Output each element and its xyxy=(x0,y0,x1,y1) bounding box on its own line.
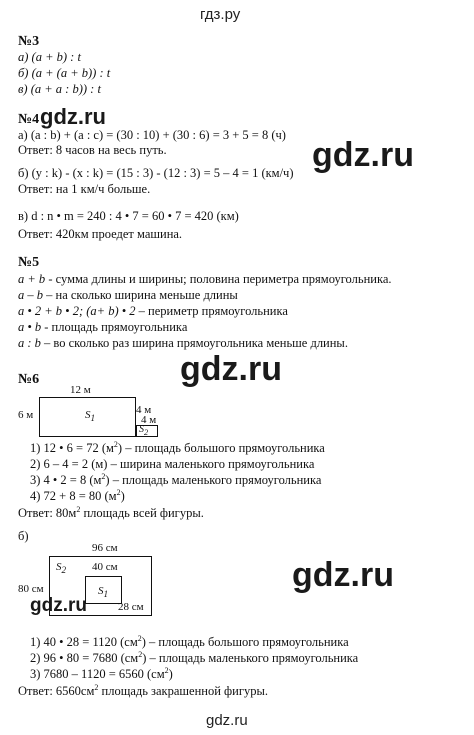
fig-a-left-label: 6 м xyxy=(18,409,34,421)
line-post: ) – площадь большого прямоугольника xyxy=(141,635,349,649)
watermark-5: gdz.ru xyxy=(292,556,394,594)
task5-text: – во сколько раз ширина прямоугольника меньше длины. xyxy=(40,336,348,350)
task5-row xyxy=(18,288,238,303)
fig-a-s2-label xyxy=(139,424,148,437)
answer-post: площадь закрашенной фигуры. xyxy=(98,684,268,698)
fig-a-right-label-2: 4 м xyxy=(141,414,157,426)
s1-letter: S xyxy=(98,585,104,597)
fig-b-top-label: 96 см xyxy=(92,542,118,554)
fig-a-s1-label xyxy=(85,409,95,423)
task5-text: - сумма длины и ширины; половина периметра прямоугольника. xyxy=(45,272,392,286)
task6-a-answer xyxy=(18,506,204,521)
task5-row xyxy=(18,304,288,319)
site-header: гдз.ру xyxy=(200,6,241,23)
task5-text: - площадь прямоугольника xyxy=(41,320,188,334)
task4-c: в) d : n • m = 240 : 4 • 7 = 60 • 7 = 420 (км) xyxy=(18,209,239,223)
watermark-3: gdz.ru xyxy=(180,350,282,388)
task6-a-line xyxy=(30,473,321,488)
line-sup: 2 xyxy=(164,665,169,675)
s2-sub: 2 xyxy=(61,565,67,576)
answer-sup: 2 xyxy=(76,504,81,514)
fig-b-inner-height-label: 28 см xyxy=(118,601,144,613)
task6-b-line xyxy=(30,635,349,650)
line-post: ) – площадь маленького прямоугольника xyxy=(142,651,359,665)
task4-b-answer: Ответ: на 1 км/ч больше. xyxy=(18,182,151,196)
task6-b-answer xyxy=(18,684,268,699)
line-post: ) xyxy=(168,667,173,681)
line-sup: 2 xyxy=(101,471,106,481)
answer-pre: Ответ: 6560см xyxy=(18,684,95,698)
line-sup: 2 xyxy=(138,649,143,659)
task5-expr: a • b xyxy=(18,320,42,334)
task6-b-label: б) xyxy=(18,529,29,543)
line-pre: 3) 7680 – 1120 = 6560 (см xyxy=(30,667,165,681)
s1-sub: 1 xyxy=(90,413,96,424)
fig-a-right-label-1: 4 м xyxy=(136,404,152,416)
line-pre: 3) 4 • 2 = 8 (м xyxy=(30,473,102,487)
line-pre: 2) 96 • 80 = 7680 (см xyxy=(30,651,139,665)
fig-b-s1-label xyxy=(98,585,108,599)
line-post: ) xyxy=(120,489,125,503)
task5-text: – периметр прямоугольника xyxy=(135,304,288,318)
task6-b-line xyxy=(30,651,358,666)
fig-b-inner-width-label: 40 см xyxy=(92,561,118,573)
answer-sup: 2 xyxy=(94,682,99,692)
fig-a-top-label: 12 м xyxy=(70,384,91,396)
task6-a-line xyxy=(30,441,325,456)
task5-expr: a – b xyxy=(18,288,43,302)
task5-title: №5 xyxy=(18,255,40,270)
line-pre: 4) 72 + 8 = 80 (м xyxy=(30,489,117,503)
task3-line-c: в) (a + a : b)) : t xyxy=(18,82,101,96)
answer-post: площадь всей фигуры. xyxy=(80,506,204,520)
watermark-4: gdz.ru xyxy=(30,595,87,616)
task6-a-line xyxy=(30,489,125,504)
task5-expr: a + b xyxy=(18,272,46,286)
fig-b-left-label: 80 см xyxy=(18,583,44,595)
line-sup: 2 xyxy=(113,439,118,449)
answer-pre: Ответ: 80м xyxy=(18,506,77,520)
line-pre: 2) 6 – 4 = 2 (м) – ширина маленького прямоугольника xyxy=(30,457,315,471)
line-sup: 2 xyxy=(116,487,121,497)
task3-line-a: а) (a + b) : t xyxy=(18,50,81,64)
task5-row xyxy=(18,320,187,335)
s2-sub: 2 xyxy=(144,428,149,437)
s2-letter: S xyxy=(139,424,144,435)
task4-b: б) (y : k) - (x : k) = (15 : 3) - (12 : 3) = 5 – 4 = 1 (км/ч) xyxy=(18,166,294,180)
task4-a: а) (a : b) + (a : c) = (30 : 10) + (30 : 6) = 3 + 5 = 8 (ч) xyxy=(18,128,286,142)
site-footer: gdz.ru xyxy=(206,712,248,729)
task5-expr: a • 2 + b • 2; (a+ b) • 2 xyxy=(18,304,136,318)
task6-title: №6 xyxy=(18,372,40,387)
s2-letter: S xyxy=(56,561,62,573)
line-post: ) – площадь маленького прямоугольника xyxy=(105,473,322,487)
task5-row xyxy=(18,272,392,287)
line-sup: 2 xyxy=(137,633,142,643)
task5-expr: a : b xyxy=(18,336,41,350)
task4-c-answer: Ответ: 420км проедет машина. xyxy=(18,227,183,241)
watermark-1: gdz.ru xyxy=(40,104,106,129)
fig-b-s2-label xyxy=(56,561,66,575)
task6-a-line xyxy=(30,457,314,472)
s1-sub: 1 xyxy=(103,589,109,600)
task5-row xyxy=(18,336,348,351)
line-post: ) – площадь большого прямоугольника xyxy=(117,441,325,455)
watermark-2: gdz.ru xyxy=(312,136,414,174)
task6-b-line xyxy=(30,667,173,682)
task3-line-b: б) (a + (a + b)) : t xyxy=(18,66,111,80)
task5-text: – на сколько ширина меньше длины xyxy=(43,288,238,302)
task3-title: №3 xyxy=(18,34,40,49)
task4-a-answer: Ответ: 8 часов на весь путь. xyxy=(18,143,167,157)
s1-letter: S xyxy=(85,409,91,421)
line-pre: 1) 40 • 28 = 1120 (см xyxy=(30,635,138,649)
task4-title: №4 xyxy=(18,112,40,127)
line-pre: 1) 12 • 6 = 72 (м xyxy=(30,441,114,455)
